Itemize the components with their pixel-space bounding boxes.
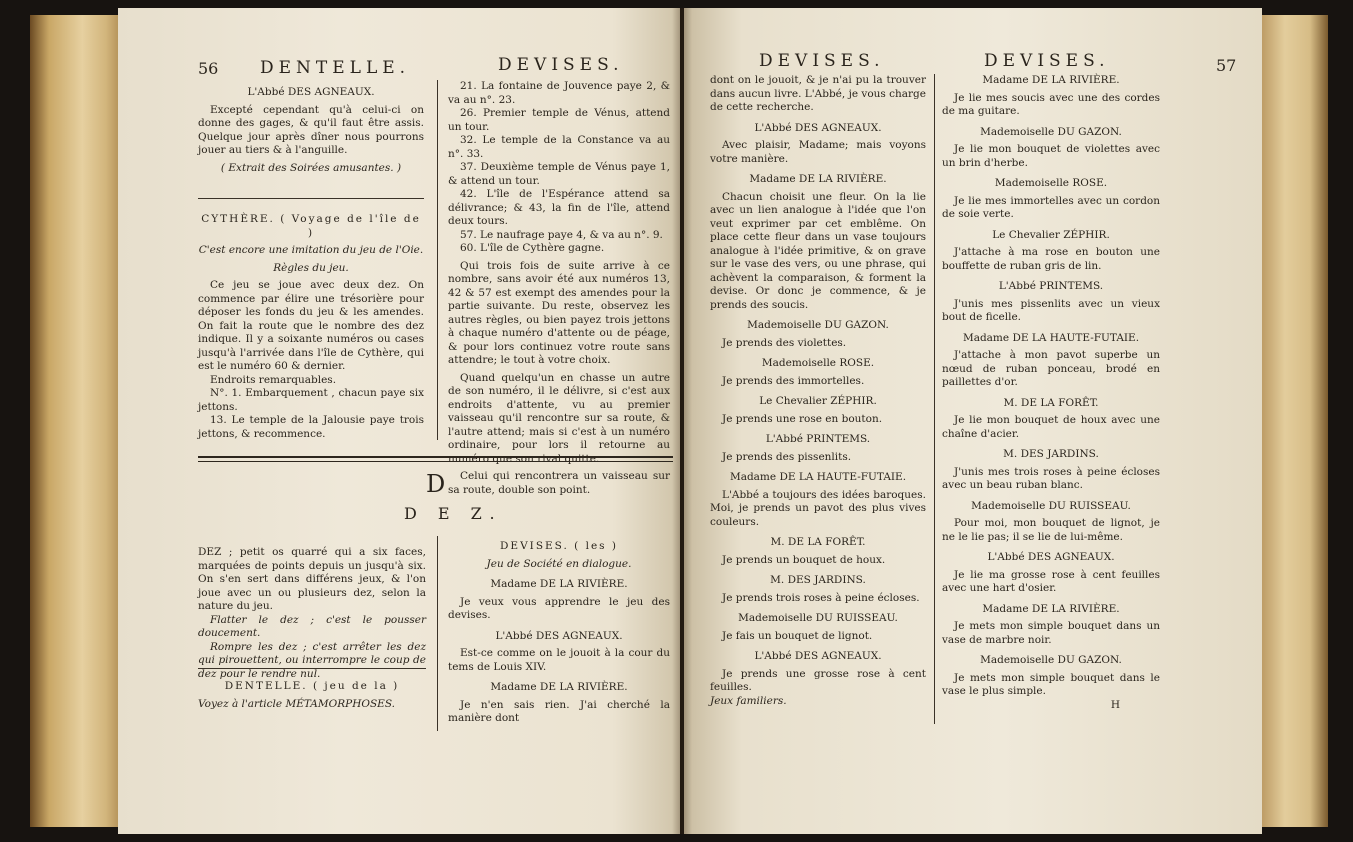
dialogue: Pour moi, mon bouquet de lignot, je ne le lie pas; il se lie de lui-même.: [942, 517, 1160, 543]
entry-title: DENTELLE. ( jeu de la ): [224, 680, 400, 692]
section-rule: [198, 198, 424, 199]
page-edges-left: [30, 15, 125, 827]
page-number: 57: [1216, 56, 1237, 75]
paragraph: 60. L'île de Cythère gagne.: [460, 242, 605, 254]
cross-reference: Voyez à l'article MÉTAMORPHOSES.: [198, 697, 395, 710]
dialogue: Je lie mes immortelles avec un cordon de soie verte.: [942, 194, 1160, 220]
speaker: Madame DE LA HAUTE-FUTAIE.: [962, 331, 1140, 344]
column-2-devises: [448, 540, 670, 726]
paragraph: DEZ ; petit os quarré qui a six faces, marquées de points depuis un jusqu'à six. On s'en sert dans différens jeux, & l'on joue avec un ou plusieurs dez, selon la nature du jeu.: [198, 546, 426, 612]
paragraph: 57. Le naufrage paye 4, & va au n°. 9.: [460, 228, 663, 241]
column-divider: [437, 536, 438, 731]
section-rule: [198, 668, 426, 669]
running-header-left: DENTELLE.: [260, 58, 411, 78]
paragraph: 21. La fontaine de Jouvence paye 2, & va au n°. 23.: [448, 80, 670, 106]
speaker: Le Chevalier ZÉPHIR.: [992, 228, 1110, 241]
speaker: Mademoiselle DU RUISSEAU.: [738, 612, 898, 624]
speaker: L'Abbé DES AGNEAUX.: [754, 121, 882, 134]
signature-mark: Jeux familiers.: [710, 694, 787, 707]
speaker: Mademoiselle ROSE.: [994, 177, 1108, 189]
citation: ( Extrait des Soirées amusantes. ): [220, 161, 402, 174]
paragraph: Qui trois fois de suite arrive à ce nombre, sans avoir été aux numéros 13, 42 & 57 est exempt des amendes pour la partie suivante. Du reste, observez les autres règles, ou bien payez trois jettons à chaque numéro d'attente ou de péage, & pour lors continuez votre route sans attendre; le tout à votre choix.: [448, 259, 670, 366]
column-divider: [437, 80, 438, 440]
speaker: Madame DE LA RIVIÈRE.: [982, 602, 1120, 615]
speaker: L'Abbé DES AGNEAUX.: [754, 650, 882, 662]
section-title: D E Z.: [404, 504, 503, 523]
column-2: [942, 74, 1160, 712]
speaker: Mademoiselle DU GAZON.: [980, 125, 1122, 138]
signature-mark: H: [1110, 698, 1120, 711]
dialogue: L'Abbé a toujours des idées baroques. Moi, je prends un pavot des plus vives couleurs.: [710, 488, 926, 528]
section-double-rule: [198, 456, 673, 462]
entry-title: CYTHÈRE. ( Voyage de l'île de ): [201, 213, 421, 239]
paragraph: Endroits remarquables.: [210, 373, 337, 386]
column-2-top: [448, 80, 670, 497]
subtitle: Jeu de Société en dialogue.: [486, 557, 632, 570]
dialogue: Je mets mon simple bouquet dans le vase le plus simple.: [942, 671, 1160, 697]
dialogue: Je n'en sais rien. J'ai cherché la manière dont: [448, 698, 670, 724]
speaker: L'Abbé DES AGNEAUX.: [495, 629, 623, 642]
running-header-right: DEVISES.: [498, 55, 624, 75]
dialogue: Je fais un bouquet de lignot.: [722, 629, 873, 642]
paragraph: 13. Le temple de la Jalousie paye trois jettons, & recommence.: [198, 414, 424, 440]
speaker: Le Chevalier ZÉPHIR.: [759, 395, 877, 407]
paragraph: Rompre les dez ; c'est arrêter les dez qui pirouettent, ou interrompre le coup de dez pour le rendre nul.: [198, 640, 426, 680]
dialogue: J'unis mes pissenlits avec un vieux bout de ficelle.: [942, 297, 1160, 323]
column-1-dentelle: [198, 680, 426, 711]
column-1-top: [198, 86, 424, 175]
column-1: [710, 74, 926, 708]
dialogue: J'attache à ma rose en bouton une bouffette de ruban gris de lin.: [942, 246, 1160, 272]
page-number: 56: [198, 59, 219, 78]
section-letter: D: [426, 470, 446, 498]
dialogue: J'unis mes trois roses à peine écloses avec un beau ruban blanc.: [942, 465, 1160, 491]
left-page: [118, 8, 680, 834]
paragraph: Flatter le dez ; c'est le pousser doucement.: [198, 613, 426, 639]
right-page: [684, 8, 1262, 834]
page-edges-right: [1256, 15, 1328, 827]
dialogue: Je prends des pissenlits.: [722, 450, 852, 463]
column-divider: [934, 74, 935, 724]
speaker: Madame DE LA HAUTE-FUTAIE.: [729, 471, 907, 483]
dialogue: Je prends trois roses à peine écloses.: [722, 591, 920, 604]
dialogue: Je prends une rose en bouton.: [722, 412, 883, 425]
subtitle: C'est encore une imitation du jeu de l'Oie.: [198, 244, 424, 256]
speaker: L'Abbé PRINTEMS.: [765, 433, 871, 445]
dialogue: Je prends des immortelles.: [722, 374, 865, 387]
paragraph: 37. Deuxième temple de Vénus paye 1, & attend un tour.: [448, 161, 670, 187]
paragraph: Celui qui rencontrera un vaisseau sur sa route, double son point.: [448, 470, 670, 496]
speaker: Madame DE LA RIVIÈRE.: [749, 173, 887, 185]
speaker: L'Abbé PRINTEMS.: [998, 280, 1104, 292]
dialogue: Je lie mon bouquet de houx avec une chaîne d'acier.: [942, 414, 1160, 440]
dialogue: Je lie mes soucis avec une des cordes de ma guitare.: [942, 91, 1160, 117]
speaker: L'Abbé DES AGNEAUX.: [987, 551, 1115, 563]
column-1-dez: [198, 546, 426, 681]
paragraph: 32. Le temple de la Constance va au n°. 33.: [448, 134, 670, 160]
speaker: Madame DE LA RIVIÈRE.: [490, 681, 628, 693]
running-header-left: DEVISES.: [759, 51, 885, 71]
speaker: Mademoiselle ROSE.: [761, 357, 875, 369]
speaker: M. DE LA FORÊT.: [1003, 396, 1099, 409]
dialogue: Je mets mon simple bouquet dans un vase de marbre noir.: [942, 620, 1160, 646]
paragraph: Excepté cependant qu'à celui-ci on donne des gages, & qu'il faut être assis. Quelque jour après dîner nous pourrons jouer au tiers & à l'anguille.: [198, 103, 424, 156]
paragraph: Quand quelqu'un en chasse un autre de son numéro, il le délivre, si c'est aux endroits d'attente, vu au premier vaisseau qu'il rencontre sur sa route, & l'autre attend; mais si c'est à un numéro ordinaire, pour lors il retourne au numéro que son rival quitte.: [448, 371, 670, 465]
dialogue: Chacun choisit une fleur. On la lie avec un lien analogue à l'idée que l'on veut exprimer par cet emblême. On place cette fleur dans un vase toujours analogue à l'idée primitive, & on grave sur le vase des vers, ou une phrase, qui achèvent la comparaison, & forment la devise. Or donc je commence, & je prends des soucis.: [710, 190, 926, 311]
dialogue: Je prends un bouquet de houx.: [722, 553, 886, 566]
dialogue: dont on le jouoit, & je n'ai pu la trouver dans aucun livre. L'Abbé, je vous charge de cette recherche.: [710, 74, 926, 113]
speaker: L'Abbé DES AGNEAUX.: [247, 86, 375, 98]
paragraph: N°. 1. Embarquement , chacun paye six jettons.: [198, 387, 424, 413]
speaker: Madame DE LA RIVIÈRE.: [982, 74, 1120, 86]
speaker: Mademoiselle DU RUISSEAU.: [971, 499, 1131, 512]
dialogue: Je lie mon bouquet de violettes avec un brin d'herbe.: [942, 143, 1160, 169]
entry-title: DEVISES. ( les ): [500, 540, 618, 552]
paragraph: 26. Premier temple de Vénus, attend un tour.: [448, 107, 670, 133]
dialogue: Est-ce comme on le jouoit à la cour du tems de Louis XIV.: [448, 647, 670, 673]
column-1-cythere: [198, 213, 424, 441]
dialogue: Je prends des violettes.: [722, 336, 847, 349]
dialogue: Avec plaisir, Madame; mais voyons votre manière.: [710, 139, 926, 165]
paragraph: 42. L'île de l'Espérance attend sa délivrance; & 43, la fin de l'île, attend deux tours.: [448, 188, 670, 227]
speaker: Mademoiselle DU GAZON.: [980, 654, 1122, 666]
paragraph: Ce jeu se joue avec deux dez. On commence par élire une trésorière pour déposer les fonds du jeu & les amendes. On fait la route que le nombre des dez indique. Il y a soixante numéros ou cases jusqu'à l'arrivée dans l'île de Cythère, qui est le numéro 60 & dernier.: [198, 279, 424, 372]
running-header-right: DEVISES.: [984, 51, 1110, 71]
speaker: Mademoiselle DU GAZON.: [747, 319, 889, 331]
dialogue: Je prends une grosse rose à cent feuilles.: [710, 667, 926, 693]
dialogue: Je lie ma grosse rose à cent feuilles avec une hart d'osier.: [942, 568, 1160, 594]
dialogue: Je veux vous apprendre le jeu des devises.: [448, 595, 670, 621]
book-gutter: [672, 8, 692, 834]
speaker: M. DE LA FORÊT.: [770, 536, 866, 548]
subheading: Règles du jeu.: [273, 261, 349, 274]
speaker: M. DES JARDINS.: [1003, 448, 1099, 460]
dialogue: J'attache à mon pavot superbe un nœud de ruban ponceau, brodé en paillettes d'or.: [942, 349, 1160, 388]
speaker: Madame DE LA RIVIÈRE.: [490, 578, 628, 590]
speaker: M. DES JARDINS.: [770, 574, 866, 586]
